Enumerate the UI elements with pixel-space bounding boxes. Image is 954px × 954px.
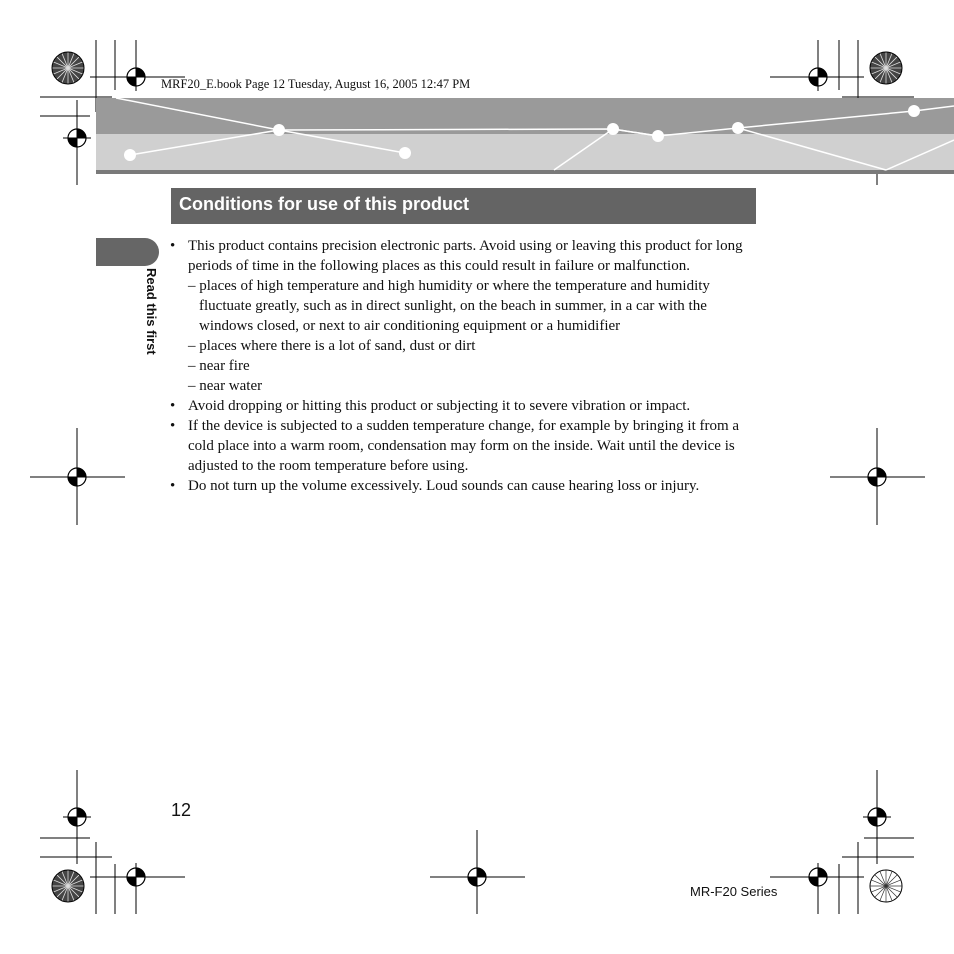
bullet-item — [170, 476, 760, 496]
side-tab-label: Read this first — [144, 268, 159, 355]
sub-item: – near fire — [188, 358, 250, 374]
section-title: Conditions for use of this product — [179, 194, 469, 214]
file-info-header: MRF20_E.book Page 12 Tuesday, August 16, 2005 12:47 PM — [161, 77, 471, 91]
bullet-text: Avoid dropping or hitting this product or subjecting it to severe vibration or impact. — [188, 398, 691, 414]
bullet-dot: • — [170, 238, 176, 254]
sub-item: – places of high temperature and high humidity or where the temperature and humidity fluctuate greatly, such as in direct sunlight, on the beach in summer, in a car with the windows closed, or next to air conditioning equipment or a humidifier — [188, 278, 710, 334]
bullet-dot: • — [170, 418, 176, 434]
bullet-item — [170, 416, 760, 476]
sub-item: – places where there is a lot of sand, dust or dirt — [188, 338, 476, 354]
bullet-dot: • — [170, 478, 176, 494]
bullet-text: If the device is subjected to a sudden temperature change, for example by bringing it from a cold place into a warm room, condensation may form on the inside. Wait until the device is adjusted to the room temperature before using. — [188, 418, 740, 474]
bullet-text: Do not turn up the volume excessively. Loud sounds can cause hearing loss or injury. — [188, 478, 700, 494]
content-body — [170, 236, 760, 496]
bullet-dot: • — [170, 398, 176, 414]
series-footer: MR-F20 Series — [690, 884, 778, 899]
section-header-bar — [171, 188, 756, 224]
bullet-item — [170, 236, 760, 276]
bullet-item — [170, 396, 760, 416]
page-number: 12 — [171, 800, 192, 820]
bullet-text: This product contains precision electronic parts. Avoid using or leaving this product for long periods of time in the following places as this could result in failure or malfunction. — [188, 238, 743, 274]
decorative-banner — [96, 98, 954, 174]
sub-item: – near water — [188, 378, 263, 394]
side-tab — [96, 238, 159, 266]
